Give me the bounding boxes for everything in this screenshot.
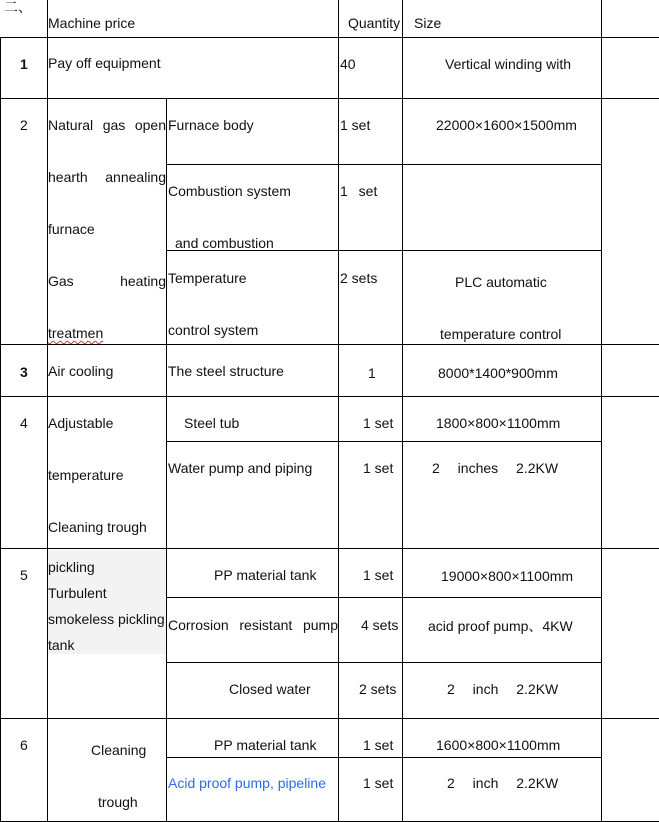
quantity-value: 1 set bbox=[363, 567, 394, 583]
quantity-value: 1 set bbox=[340, 117, 371, 133]
rule-item-col bbox=[166, 98, 167, 822]
quantity-value: 1 set bbox=[363, 737, 394, 753]
rule-part-col bbox=[338, 0, 339, 822]
rule-row2-bottom bbox=[0, 344, 659, 345]
row-number: 4 bbox=[20, 415, 28, 431]
rule-r5-sub1 bbox=[166, 597, 602, 598]
part-name-line: Combustion system bbox=[168, 183, 291, 199]
part-name: PP material tank bbox=[214, 737, 317, 753]
size-value-line: PLC automatic bbox=[455, 274, 547, 290]
part-name: Steel tub bbox=[184, 415, 240, 431]
rule-header-bottom bbox=[0, 37, 659, 38]
quantity-value: 40 bbox=[340, 56, 356, 72]
rule-row3-bottom bbox=[0, 396, 659, 397]
size-value: Vertical winding with bbox=[445, 56, 572, 72]
item-name: Air cooling bbox=[48, 363, 114, 379]
quantity-value: 1 bbox=[368, 365, 376, 381]
header-quantity: Quantity bbox=[348, 15, 401, 31]
row-number: 3 bbox=[20, 364, 28, 380]
item-name-line: temperature bbox=[48, 467, 124, 483]
row-number: 1 bbox=[20, 56, 28, 72]
quantity-value: 2 sets bbox=[340, 270, 378, 286]
row-number: 6 bbox=[20, 737, 28, 753]
part-name-link[interactable]: Acid proof pump, pipeline bbox=[168, 775, 326, 791]
quantity-value: 1 set bbox=[363, 415, 394, 431]
item-name-line: Cleaning trough bbox=[48, 519, 147, 535]
size-value: 2 inches 2.2KW bbox=[432, 460, 559, 476]
item-name-line: furnace bbox=[48, 221, 95, 237]
header-size: Size bbox=[414, 15, 442, 31]
header-machine-price: Machine price bbox=[48, 15, 136, 31]
row-number: 5 bbox=[20, 567, 28, 583]
item-name-line: tank bbox=[48, 637, 75, 653]
size-value: 1600×800×1100mm bbox=[436, 737, 561, 753]
part-name: The steel structure bbox=[168, 363, 284, 379]
size-value: 2 inch 2.2KW bbox=[447, 681, 559, 697]
rule-qty-col bbox=[402, 0, 403, 822]
quantity-value: 1 set bbox=[340, 183, 378, 199]
item-name-line: pickling bbox=[48, 559, 95, 575]
item-name-line: Cleaning bbox=[91, 742, 147, 758]
item-name-line: Turbulent bbox=[48, 585, 107, 601]
rule-left bbox=[0, 37, 1, 822]
quantity-value: 1 set bbox=[363, 775, 394, 791]
size-value: 22000×1600×1500mm bbox=[436, 117, 577, 133]
row-number: 2 bbox=[20, 117, 28, 133]
quantity-value: 1 set bbox=[363, 460, 394, 476]
rule-r5-sub2 bbox=[166, 662, 602, 663]
quantity-value: 4 sets bbox=[361, 617, 399, 633]
item-name-line: hearth annealing bbox=[48, 169, 166, 185]
item-name-line: Natural gas open bbox=[48, 117, 166, 133]
rule-row5-bottom bbox=[0, 718, 659, 719]
part-name-line: control system bbox=[168, 322, 259, 338]
section-mark: 二、 bbox=[4, 0, 32, 15]
rule-row1-bottom bbox=[0, 98, 659, 99]
rule-row4-bottom bbox=[0, 548, 659, 549]
part-name: Furnace body bbox=[168, 117, 254, 133]
item-name: Pay off equipment bbox=[48, 55, 161, 71]
rule-r6-sub1 bbox=[166, 757, 602, 758]
item-name-line: trough bbox=[98, 794, 138, 810]
size-value: 1800×800×1100mm bbox=[436, 415, 561, 431]
rule-size-col bbox=[601, 0, 602, 822]
size-value: 8000*1400*900mm bbox=[438, 365, 558, 381]
rule-r2-sub1 bbox=[166, 164, 602, 165]
size-value-line: temperature control bbox=[440, 326, 562, 342]
part-name: Water pump and piping bbox=[168, 460, 313, 476]
item-name-line: smokeless pickling bbox=[48, 611, 165, 627]
quantity-value: 2 sets bbox=[359, 681, 397, 697]
item-name-line: treatmen bbox=[48, 325, 104, 341]
size-value: 19000×800×1100mm bbox=[441, 568, 574, 584]
rule-r4-sub1 bbox=[166, 441, 602, 442]
item-name-line: Adjustable bbox=[48, 415, 114, 431]
size-value: 2 inch 2.2KW bbox=[447, 775, 559, 791]
part-name-line: Temperature bbox=[168, 270, 247, 286]
part-name-line: and combustion bbox=[175, 235, 274, 251]
item-name-line: Gas heating bbox=[48, 273, 166, 289]
part-name: Corrosion resistant pump bbox=[168, 617, 338, 633]
part-name: PP material tank bbox=[214, 567, 317, 583]
part-name: Closed water bbox=[229, 681, 311, 697]
size-value: acid proof pump、4KW bbox=[428, 618, 573, 634]
